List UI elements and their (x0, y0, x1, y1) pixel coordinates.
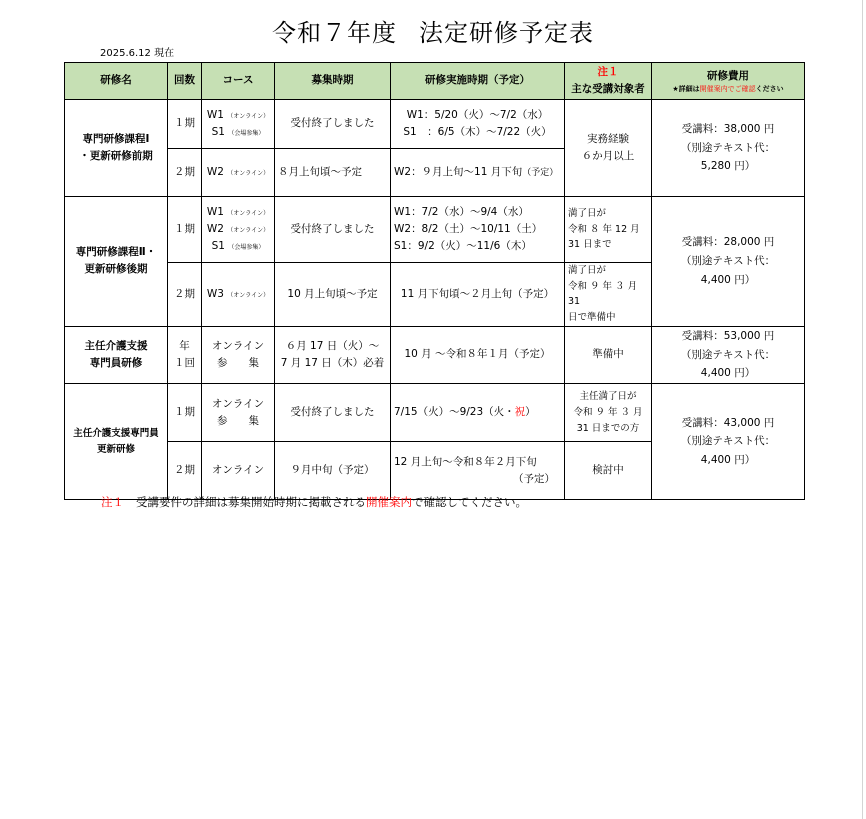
fee-line: （別途テキスト代： (680, 435, 776, 448)
course-4-fee (652, 384, 805, 500)
count-line: 年 (179, 339, 190, 352)
period-holiday: 祝 (514, 406, 526, 419)
course-mode: （オンライン） (227, 209, 270, 217)
course-1-term-1-period (391, 100, 565, 149)
page-edge (862, 0, 863, 819)
header-recruit: 募集時期 (275, 63, 391, 100)
header-target (565, 63, 652, 100)
target-line: 令和 ８ 年 12 月 (568, 223, 640, 235)
footnote (101, 494, 527, 510)
period-line: 7/15（火）～9/23（火・ (394, 406, 515, 419)
target-line: 令和 ９ 年 ３ 月 (573, 407, 643, 419)
course-1-target (565, 100, 652, 197)
course-2-term-1-course (202, 197, 275, 263)
table-row (65, 197, 805, 263)
header-target-note: 注１ (597, 65, 619, 78)
count-line: １回 (174, 357, 195, 370)
course-2-name-a: 専門研修課程Ⅱ・ (75, 246, 157, 259)
header-count: 回数 (168, 63, 202, 100)
table-header-row (65, 63, 805, 100)
period-line: S1 ：6/5（木）～7/22（火） (403, 126, 552, 138)
table-row (65, 326, 805, 384)
table-row (65, 100, 805, 149)
course-mode: （会場参集） (228, 244, 265, 252)
fee-line: 受講料：43,000 円 (681, 416, 775, 429)
course-3-period: 10 月 ～令和８年１月（予定） (391, 326, 565, 384)
course-4-term-1-period (391, 384, 565, 442)
period-line: （予定） (513, 472, 555, 485)
course-code: W1 (206, 205, 224, 218)
course-2-name-b: 更新研修後期 (84, 263, 148, 276)
footnote-label: 注１ (101, 495, 124, 509)
header-fee-hint (655, 85, 801, 93)
footnote-text-b: で確認してください。 (412, 495, 527, 509)
target-line: 主任満了日が (579, 391, 637, 403)
course-line: オンライン (211, 397, 265, 410)
course-2-term-2-period: 11 月下旬頃～２月上旬（予定） (391, 263, 565, 327)
fee-hint-a: ★詳細は (672, 85, 700, 94)
header-period: 研修実施時期（予定） (391, 63, 565, 100)
course-2-name (65, 197, 168, 327)
course-line: オンライン (211, 339, 265, 352)
course-4-term-1-recruit: 受付終了しました (275, 384, 391, 442)
fee-line: 受講料：38,000 円 (681, 122, 775, 135)
target-line: 満了日が (568, 265, 607, 276)
course-1-term-2-course (202, 149, 275, 197)
course-line: 参 集 (217, 414, 259, 427)
fee-hint-c: ください (755, 85, 784, 94)
recruit-line: ６月 17 日（火）～ (285, 339, 380, 352)
target-line: ６か月以上 (581, 150, 635, 162)
course-1-fee (652, 100, 805, 197)
fee-line: 受講料：53,000 円 (681, 329, 775, 342)
course-3-name-a: 主任介護支援 (84, 339, 148, 352)
header-name: 研修名 (65, 63, 168, 100)
course-mode: （オンライン） (227, 169, 270, 177)
course-mode: （オンライン） (227, 226, 270, 234)
course-2-term-2-course (202, 263, 275, 327)
fee-line: （別途テキスト代： (680, 348, 776, 361)
course-3-recruit (275, 326, 391, 384)
course-code: W2 (206, 222, 224, 235)
target-line: 日で準備中 (568, 312, 616, 324)
course-1-name (65, 100, 168, 197)
footnote-link-text: 開催案内 (366, 495, 412, 509)
course-4-term-2: ２期 (168, 442, 202, 500)
course-3-name-b: 専門員研修 (89, 357, 143, 370)
target-line: 31 日までの方 (576, 422, 640, 434)
header-target-label: 主な受講対象者 (571, 83, 645, 95)
course-2-term-2-recruit: 10 月上旬頃～予定 (275, 263, 391, 327)
fee-hint-red: 開催案内でご確認 (699, 85, 756, 94)
course-4-term-1-course (202, 384, 275, 442)
period-line: W1：5/20（火）～7/2（水） (406, 108, 549, 121)
course-1-term-1: １期 (168, 100, 202, 149)
period-line: W2：９月上旬～11 月下旬 (394, 165, 523, 178)
course-3-fee (652, 326, 805, 384)
course-4-term-1: １期 (168, 384, 202, 442)
period-line: 12 月上旬～令和８年２月下旬 (394, 455, 537, 468)
course-1-term-2-recruit: ８月上旬頃～予定 (275, 149, 391, 197)
fee-line: 4,400 円） (700, 454, 756, 467)
target-line: 令和 ９ 年 ３ 月 31 (568, 280, 638, 308)
fee-line: 受講料：28,000 円 (681, 236, 775, 248)
period-line: W2：8/2（土）～10/11（土） (394, 222, 543, 235)
course-line: 参 集 (217, 357, 259, 370)
header-course: コース (202, 63, 275, 100)
course-2-fee (652, 197, 805, 327)
period-line: S1：9/2（火）～11/6（木） (394, 240, 532, 253)
as-of-date: 2025.6.12 現在 (100, 48, 175, 59)
course-code: S1 (211, 126, 225, 138)
course-code: W3 (206, 287, 224, 300)
course-code: W1 (206, 108, 224, 121)
course-4-term-2-course: オンライン (202, 442, 275, 500)
period-line: W1：7/2（水）～9/4（水） (394, 205, 529, 218)
target-line: 満了日が (568, 207, 607, 219)
course-1-term-2: ２期 (168, 149, 202, 197)
course-3-course (202, 326, 275, 384)
fee-line: 5,280 円） (700, 160, 756, 173)
fee-line: 4,400 円） (700, 273, 756, 286)
target-line: 実務経験 (587, 132, 629, 145)
course-4-name (65, 384, 168, 500)
course-code: S1 (211, 240, 225, 253)
footnote-text-a: 受講要件の詳細は募集開始時期に掲載される (136, 495, 366, 509)
course-1-term-1-course (202, 100, 275, 149)
course-mode: （オンライン） (227, 291, 270, 299)
course-1-term-1-recruit: 受付終了しました (275, 100, 391, 149)
fee-line: 4,400 円） (700, 367, 756, 380)
course-mode: （オンライン） (227, 112, 270, 120)
page-title (0, 13, 866, 48)
course-2-term-2: ２期 (168, 263, 202, 327)
target-line: 31 日まで (568, 239, 612, 251)
course-3-count (168, 326, 202, 384)
course-code: W2 (206, 165, 224, 178)
period-end: ） (525, 406, 536, 419)
course-1-name-a: 専門研修課程Ⅰ (82, 132, 150, 145)
course-1-term-2-period (391, 149, 565, 197)
course-2-term-1-target (565, 197, 652, 263)
training-schedule-table (64, 62, 805, 500)
recruit-line: 7 月 17 日（木）必着 (280, 357, 385, 370)
course-3-target: 準備中 (565, 326, 652, 384)
course-2-term-1-recruit: 受付終了しました (275, 197, 391, 263)
course-4-term-2-target: 検討中 (565, 442, 652, 500)
course-1-name-b: ・更新研修前期 (79, 150, 153, 162)
course-2-term-2-target (565, 263, 652, 327)
title-year: 令和７年度 (272, 19, 397, 47)
course-4-term-2-recruit: ９月中旬（予定） (275, 442, 391, 500)
course-4-term-2-period (391, 442, 565, 500)
course-4-name-a: 主任介護支援専門員 (73, 428, 159, 440)
period-line: （予定） (522, 167, 559, 178)
table-row (65, 384, 805, 442)
course-mode: （会場参集） (228, 130, 265, 137)
course-2-term-1-period (391, 197, 565, 263)
course-3-name (65, 326, 168, 384)
fee-line: （別途テキスト代： (680, 141, 776, 154)
title-text: 法定研修予定表 (419, 19, 594, 47)
header-fee-label: 研修費用 (707, 70, 749, 83)
course-2-term-1: １期 (168, 197, 202, 263)
fee-line: （別途テキスト代： (680, 254, 776, 267)
header-fee (652, 63, 805, 100)
course-4-name-b: 更新研修 (96, 443, 135, 455)
course-4-term-1-target (565, 384, 652, 442)
